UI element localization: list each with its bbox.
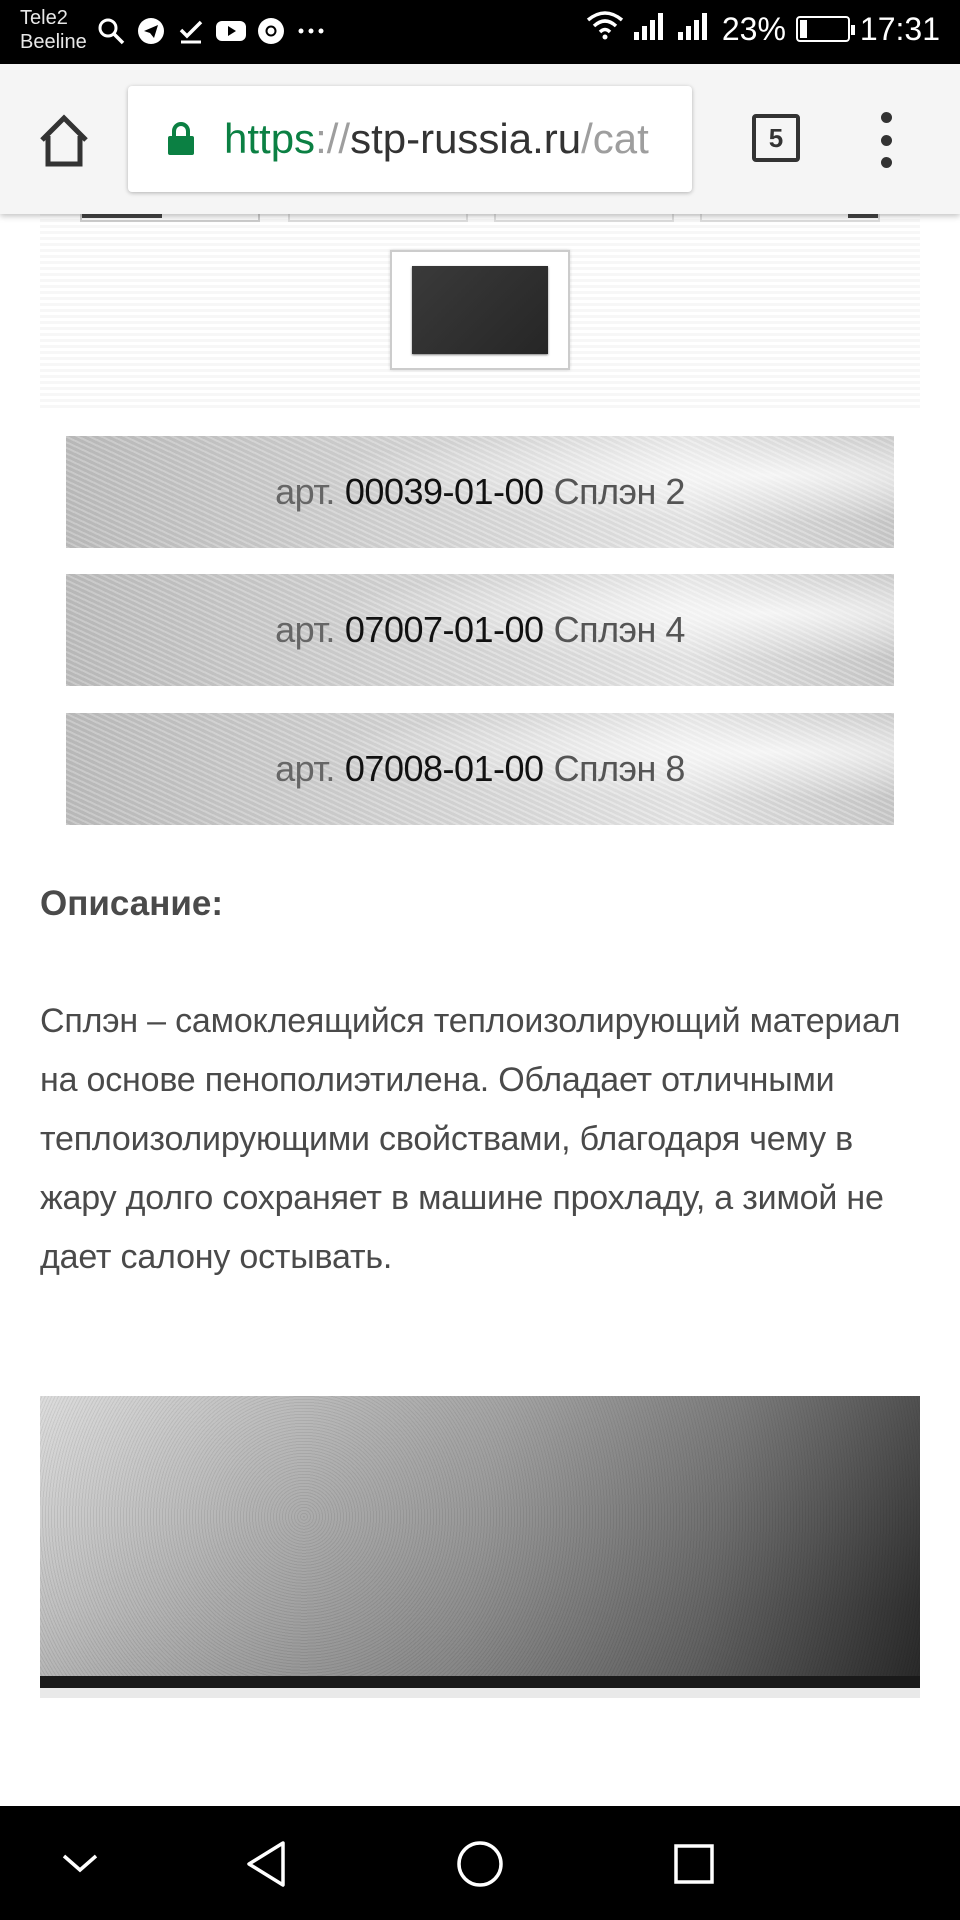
article-button-3[interactable] [66, 713, 894, 825]
lock-icon [166, 122, 196, 156]
article-code: 00039-01-00 [344, 471, 544, 512]
url-separator: :// [315, 115, 351, 162]
carrier-names [20, 6, 87, 54]
carrier-2: Beeline [20, 31, 87, 53]
article-button-2[interactable] [66, 574, 894, 686]
home-circle-icon [455, 1839, 505, 1889]
menu-dot-icon [881, 157, 892, 168]
system-status [586, 10, 940, 48]
back-triangle-icon [243, 1839, 289, 1889]
description-text: Сплэн – самоклеящийся теплоизолирующий материал на основе пенополиэтилена. Обладает отличными теплоизолирующими свойствами, благодаря чему в жару долго сохраняет в машине прохладу, а зимой не дает салону остывать. [40, 1002, 901, 1276]
article-name: Сплэн 4 [553, 609, 685, 650]
chrome-icon [256, 16, 286, 46]
back-button[interactable] [236, 1834, 296, 1894]
thumbnail-image [412, 266, 548, 354]
url-path: /cat [581, 115, 649, 162]
gallery-thumbnails-row [40, 214, 920, 224]
url-host: stp-russia.ru [350, 115, 582, 162]
address-bar[interactable] [128, 86, 692, 192]
tab-switcher-button[interactable] [752, 114, 800, 162]
menu-dot-icon [881, 112, 892, 123]
clock: 17:31 [859, 10, 940, 47]
signal-2-icon [678, 10, 712, 48]
photo-material-edge [40, 1676, 920, 1688]
home-button[interactable] [34, 110, 94, 170]
search-icon [96, 16, 126, 46]
wifi-icon [586, 10, 624, 48]
telegram-icon [136, 16, 166, 46]
youtube-icon [216, 16, 246, 46]
check-icon [176, 16, 206, 46]
description-title: Описание: [40, 884, 224, 923]
navigation-bar [0, 1806, 960, 1920]
url-scheme: https [224, 115, 316, 162]
url-text [224, 112, 649, 166]
article-code: 07007-01-00 [344, 609, 544, 650]
browser-toolbar [0, 64, 960, 214]
chevron-down-icon [60, 1852, 100, 1876]
product-photo [40, 1396, 920, 1698]
battery-level [800, 20, 808, 38]
battery-icon [796, 16, 850, 42]
notification-icons [96, 16, 326, 46]
recents-square-icon [672, 1842, 716, 1886]
photo-material-base [40, 1688, 920, 1698]
more-notifications-icon [296, 16, 326, 46]
home-nav-button[interactable] [450, 1834, 510, 1894]
tab-count: 5 [768, 122, 784, 153]
recents-button[interactable] [664, 1834, 724, 1894]
article-name: Сплэн 8 [553, 748, 685, 789]
signal-1-icon [634, 10, 668, 48]
article-code: 07008-01-00 [344, 748, 544, 789]
carrier-1: Tele2 [20, 7, 68, 29]
browser-menu-button[interactable] [866, 112, 906, 168]
article-prefix: арт. [275, 748, 335, 789]
article-prefix: арт. [275, 609, 335, 650]
hide-nav-button[interactable] [50, 1834, 110, 1894]
home-icon [34, 110, 94, 170]
photo-shading [40, 1396, 920, 1698]
article-button-1[interactable] [66, 436, 894, 548]
menu-dot-icon [881, 135, 892, 146]
product-gallery [40, 214, 920, 408]
battery-percent: 23% [721, 10, 786, 47]
gallery-thumbnail-selected[interactable] [390, 250, 570, 370]
article-name: Сплэн 2 [553, 471, 685, 512]
article-prefix: арт. [275, 471, 335, 512]
status-bar [0, 0, 960, 64]
